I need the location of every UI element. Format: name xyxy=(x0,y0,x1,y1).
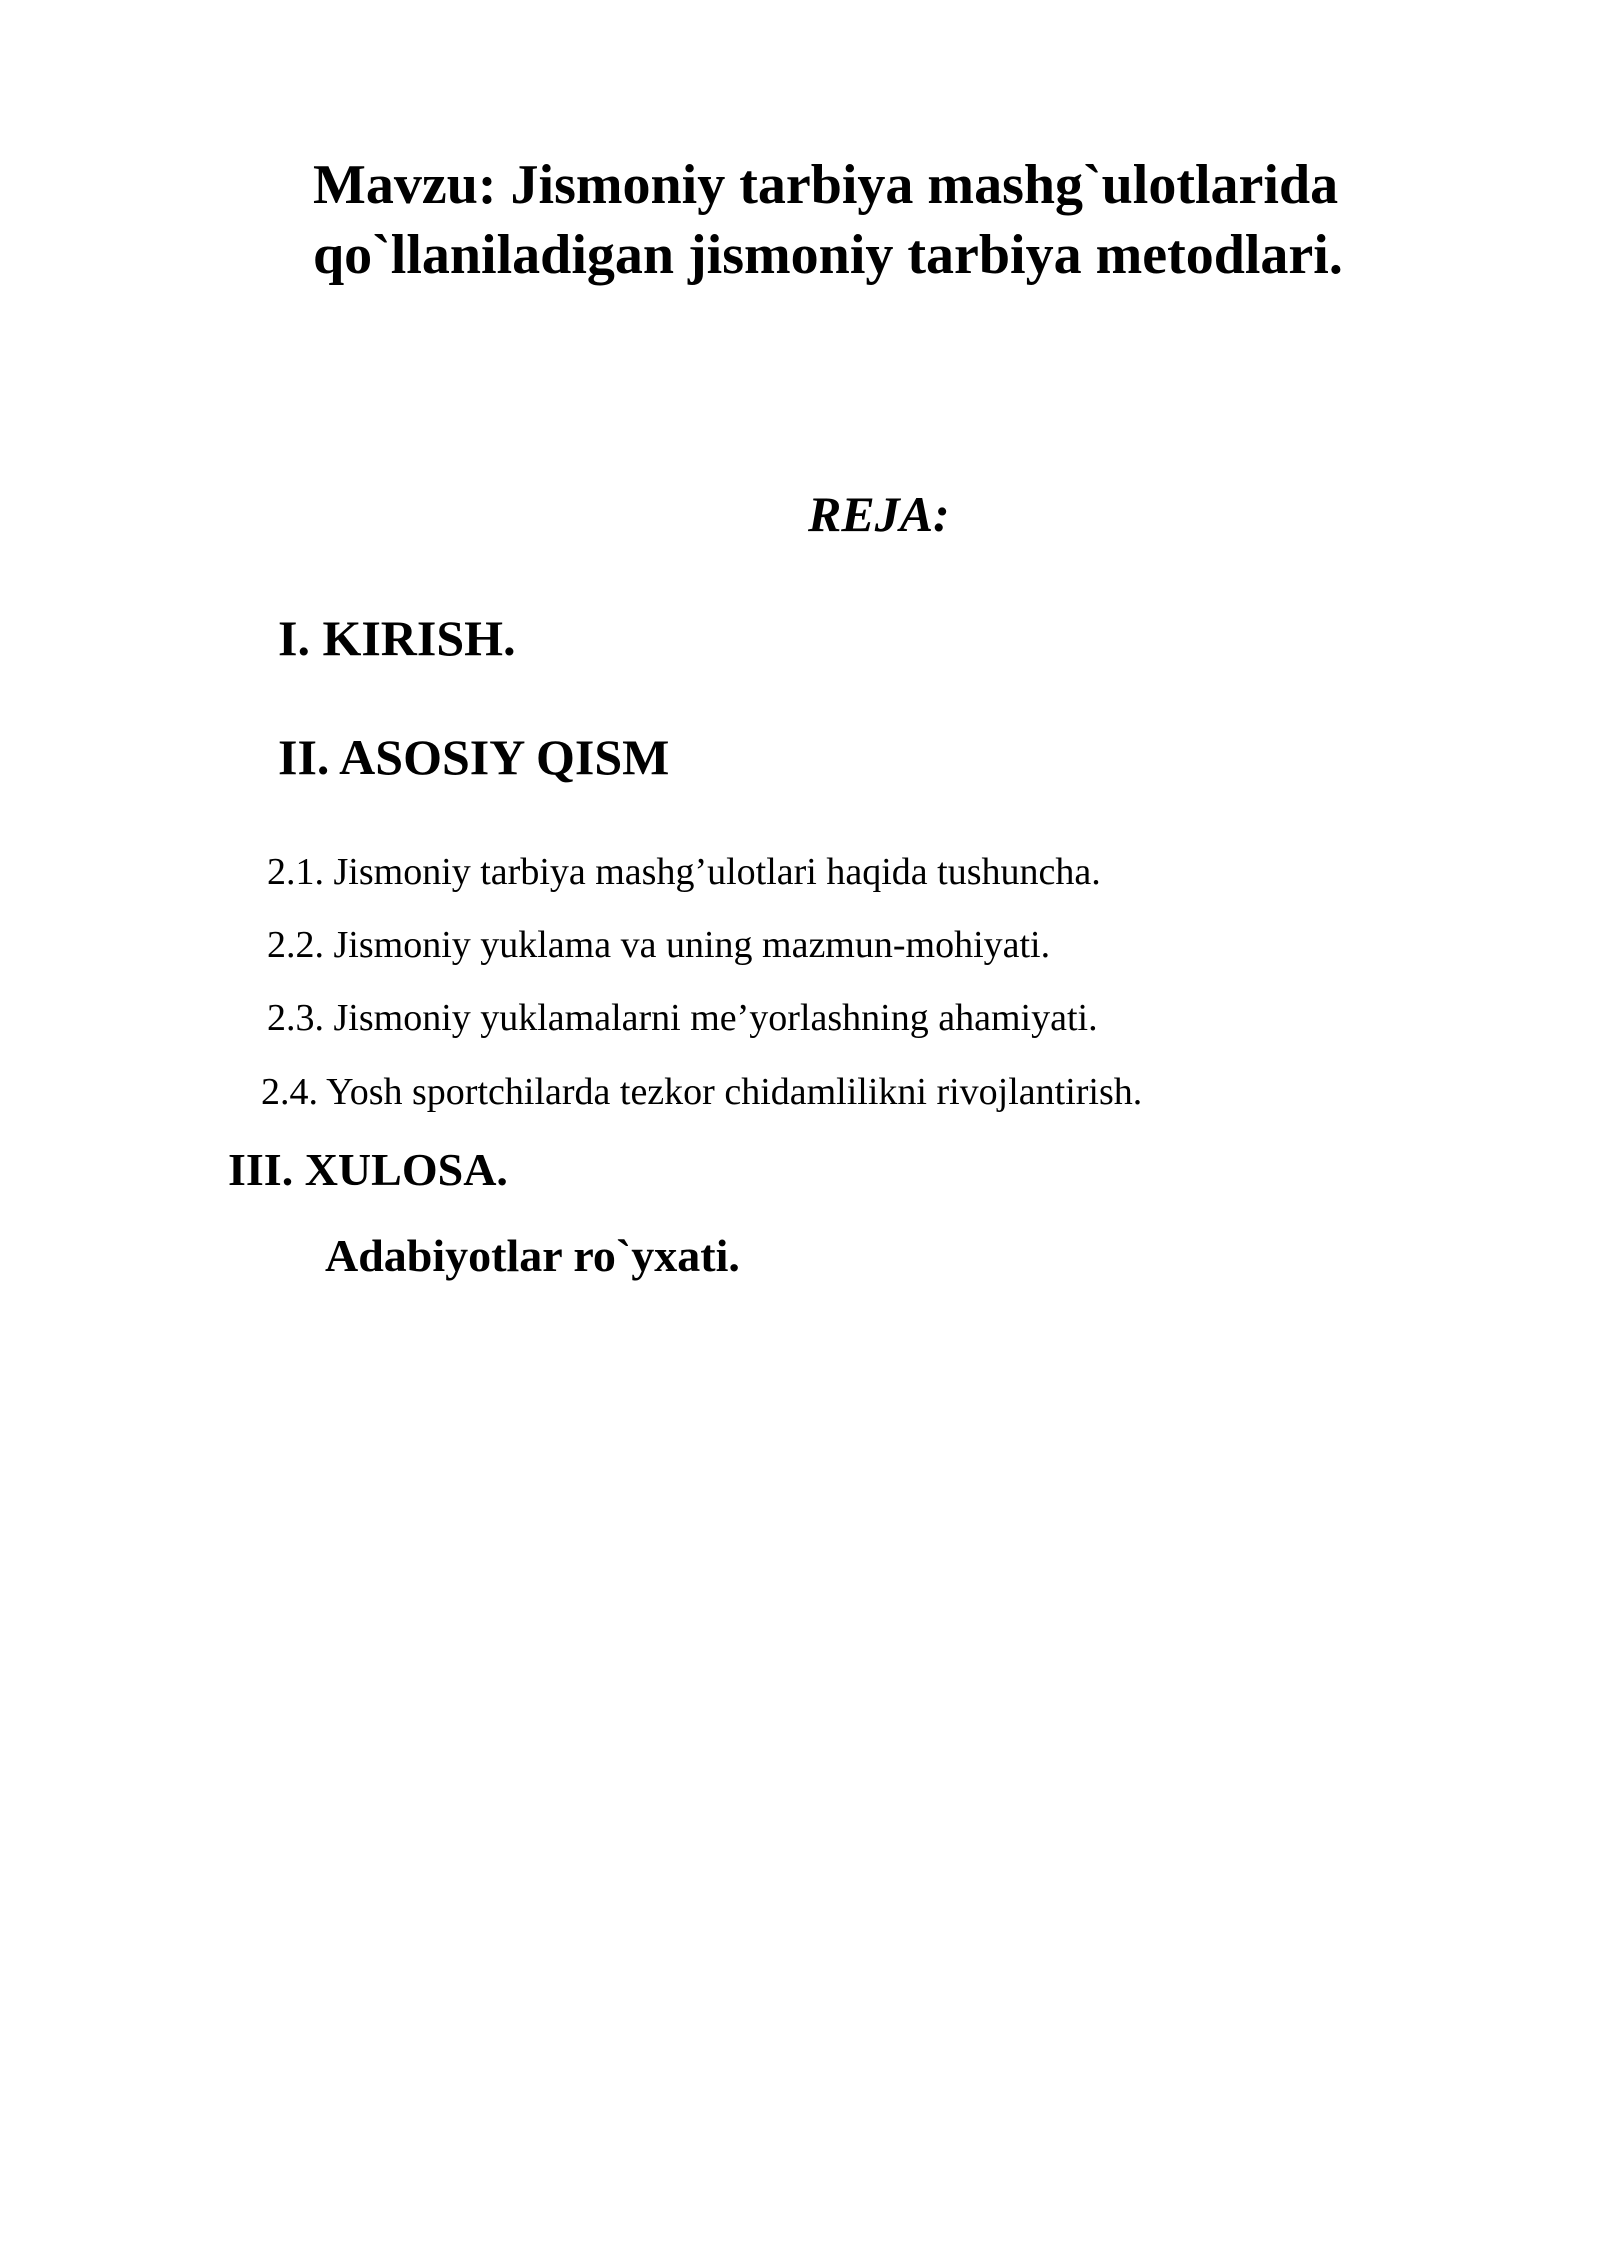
plan-heading: REJA: xyxy=(808,486,950,542)
section-intro: I. KIRISH. xyxy=(278,610,516,666)
subsection-2-4: 2.4. Yosh sportchilarda tezkor chidamlilikni rivojlantirish. xyxy=(261,1071,1143,1113)
title-line-1: Mavzu: Jismoniy tarbiya mashg`ulotlarida xyxy=(313,154,1339,216)
subsection-2-2: 2.2. Jismoniy yuklama va uning mazmun-mohiyati. xyxy=(267,924,1051,966)
section-literature: Adabiyotlar ro`yxati. xyxy=(325,1230,740,1281)
document-title xyxy=(313,150,1513,290)
title-line-2: qo`llaniladigan jismoniy tarbiya metodlari. xyxy=(313,224,1343,286)
subsection-2-1: 2.1. Jismoniy tarbiya mashg’ulotlari haqida tushuncha. xyxy=(267,851,1101,893)
subsection-2-3: 2.3. Jismoniy yuklamalarni me’yorlashning ahamiyati. xyxy=(267,997,1098,1039)
section-conclusion: III. XULOSA. xyxy=(228,1144,508,1195)
section-main: II. ASOSIY QISM xyxy=(278,729,670,785)
